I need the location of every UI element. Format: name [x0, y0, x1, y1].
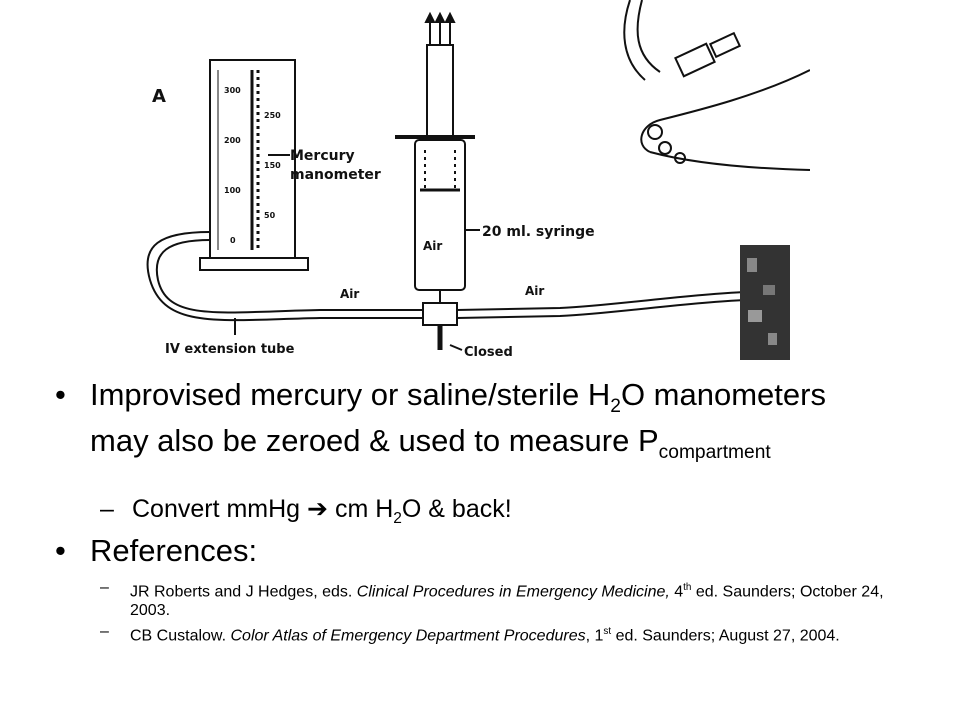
- svg-text:150: 150: [264, 161, 281, 170]
- arrow-icon: ➔: [307, 495, 328, 523]
- svg-text:100: 100: [224, 186, 241, 195]
- reference-text: JR Roberts and J Hedges, eds. Clinical Procedures in Emergency Medicine, 4th ed. Saunders; October 24, 2003.: [130, 582, 884, 620]
- label-air-right: Air: [525, 284, 545, 298]
- svg-text:50: 50: [264, 211, 276, 220]
- svg-text:200: 200: [224, 136, 241, 145]
- references-heading: References:: [90, 533, 258, 568]
- label-mercury: Mercury: [290, 148, 355, 164]
- bullet-text: Improvised mercury or saline/sterile $H_2O$ manometers may also be zeroed & used to measure $P_{compartment}$: [90, 377, 826, 464]
- svg-text:0: 0: [230, 236, 236, 245]
- label-syringe: 20 ml. syringe: [482, 224, 595, 240]
- panel-label: A: [152, 86, 166, 107]
- label-syringe-air: Air: [423, 239, 443, 253]
- label-manometer: manometer: [290, 167, 381, 183]
- foot-sketch: [624, 0, 810, 170]
- mercury-manometer: [200, 60, 308, 270]
- label-iv-tube: IV extension tube: [165, 342, 295, 357]
- tissue-block: [740, 245, 790, 360]
- svg-text:250: 250: [264, 111, 281, 120]
- bullet-symbol: •: [55, 377, 66, 412]
- syringe: [395, 14, 475, 305]
- manometer-setup-diagram: [140, 0, 810, 370]
- sub-bullet-text: Convert mmHg ➔ cm $H_2O$ & back!: [132, 495, 512, 527]
- svg-text:300: 300: [224, 86, 241, 95]
- reference-text: CB Custalow. Color Atlas of Emergency Department Procedures, 1st ed. Saunders; August 27, 2004.: [130, 626, 840, 645]
- label-closed: Closed: [464, 345, 513, 360]
- label-air-left: Air: [340, 287, 360, 301]
